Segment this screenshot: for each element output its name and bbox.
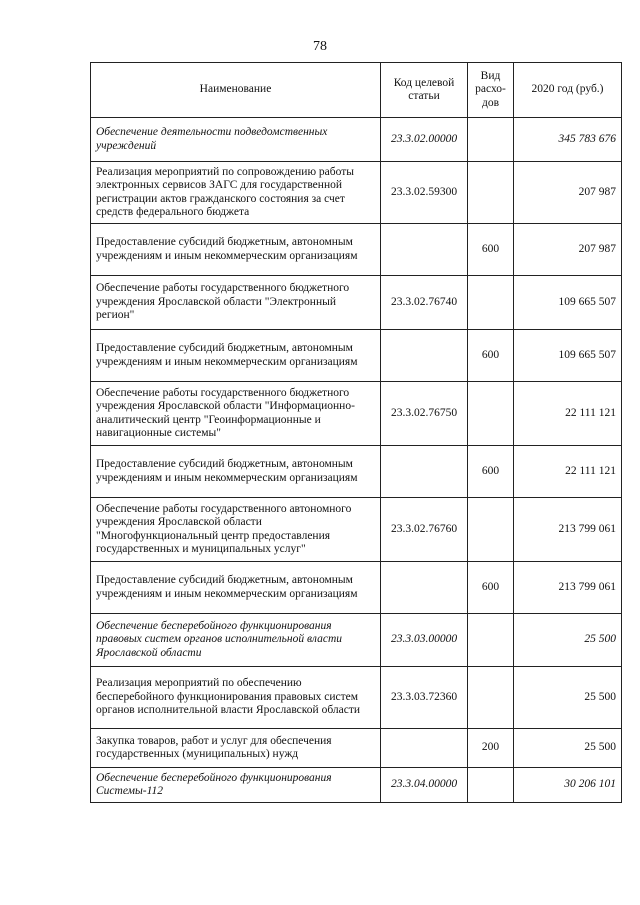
row-kind-cell	[468, 768, 514, 803]
row-code-cell: 23.3.02.76750	[381, 382, 468, 446]
row-name-cell: Предоставление субсидий бюджетным, автономным учреждениям и иным некоммерческим организациям	[91, 446, 381, 498]
table-row	[91, 382, 622, 446]
row-code-cell: 23.3.04.00000	[381, 768, 468, 803]
row-amount-cell: 25 500	[514, 614, 622, 667]
row-code-cell: 23.3.02.59300	[381, 162, 468, 224]
row-code-cell: 23.3.03.72360	[381, 667, 468, 729]
budget-table	[90, 62, 622, 803]
row-name-cell: Реализация мероприятий по сопровождению работы электронных сервисов ЗАГС для государственной регистрации актов гражданского состояния за счет средств федерального бюджета	[91, 162, 381, 224]
row-kind-cell	[468, 162, 514, 224]
row-kind-cell: 200	[468, 729, 514, 768]
table-row	[91, 224, 622, 276]
row-kind-cell	[468, 118, 514, 162]
table-row	[91, 562, 622, 614]
header-name: Наименование	[91, 63, 381, 118]
row-amount-cell: 25 500	[514, 729, 622, 768]
row-kind-cell	[468, 276, 514, 330]
table-row	[91, 614, 622, 667]
table-row	[91, 667, 622, 729]
header-code: Код целевой статьи	[381, 63, 468, 118]
row-amount-cell: 22 111 121	[514, 382, 622, 446]
row-name-cell: Обеспечение работы государственного автономного учреждения Ярославской области "Многофункциональный центр предоставления государственных и муниципальных услуг"	[91, 498, 381, 562]
row-kind-cell	[468, 614, 514, 667]
row-kind-cell	[468, 382, 514, 446]
row-amount-cell: 109 665 507	[514, 330, 622, 382]
page-number: 78	[313, 39, 327, 54]
row-amount-cell: 345 783 676	[514, 118, 622, 162]
row-kind-cell: 600	[468, 330, 514, 382]
table-header-row	[91, 63, 622, 118]
row-code-cell	[381, 729, 468, 768]
row-amount-cell: 25 500	[514, 667, 622, 729]
table-row	[91, 276, 622, 330]
table-row	[91, 729, 622, 768]
table-row	[91, 498, 622, 562]
row-amount-cell: 207 987	[514, 224, 622, 276]
row-amount-cell: 213 799 061	[514, 562, 622, 614]
row-name-cell: Закупка товаров, работ и услуг для обеспечения государственных (муниципальных) нужд	[91, 729, 381, 768]
row-name-cell: Обеспечение бесперебойного функционирования Системы-112	[91, 768, 381, 803]
row-code-cell: 23.3.02.00000	[381, 118, 468, 162]
row-name-cell: Обеспечение работы государственного бюджетного учреждения Ярославской области "Электронный регион"	[91, 276, 381, 330]
row-amount-cell: 22 111 121	[514, 446, 622, 498]
table-row	[91, 768, 622, 803]
row-code-cell	[381, 224, 468, 276]
row-kind-cell: 600	[468, 446, 514, 498]
row-kind-cell	[468, 667, 514, 729]
row-name-cell: Обеспечение деятельности подведомственных учреждений	[91, 118, 381, 162]
row-name-cell: Предоставление субсидий бюджетным, автономным учреждениям и иным некоммерческим организациям	[91, 562, 381, 614]
table-row	[91, 330, 622, 382]
row-kind-cell: 600	[468, 224, 514, 276]
row-amount-cell: 109 665 507	[514, 276, 622, 330]
row-name-cell: Предоставление субсидий бюджетным, автономным учреждениям и иным некоммерческим организациям	[91, 224, 381, 276]
row-name-cell: Обеспечение работы государственного бюджетного учреждения Ярославской области "Информационно-аналитический центр "Геоинформационные и навигационные системы"	[91, 382, 381, 446]
row-amount-cell: 207 987	[514, 162, 622, 224]
table-body	[91, 118, 622, 803]
row-amount-cell: 30 206 101	[514, 768, 622, 803]
row-kind-cell	[468, 498, 514, 562]
row-code-cell	[381, 562, 468, 614]
row-name-cell: Предоставление субсидий бюджетным, автономным учреждениям и иным некоммерческим организациям	[91, 330, 381, 382]
table-row	[91, 162, 622, 224]
row-kind-cell: 600	[468, 562, 514, 614]
header-amount: 2020 год (руб.)	[514, 63, 622, 118]
row-name-cell: Обеспечение бесперебойного функционирования правовых систем органов исполнительной власти Ярославской области	[91, 614, 381, 667]
row-code-cell	[381, 446, 468, 498]
row-amount-cell: 213 799 061	[514, 498, 622, 562]
table-row	[91, 446, 622, 498]
row-code-cell: 23.3.02.76760	[381, 498, 468, 562]
table-row	[91, 118, 622, 162]
row-name-cell: Реализация мероприятий по обеспечению бесперебойного функционирования правовых систем органов исполнительной власти Ярославской области	[91, 667, 381, 729]
row-code-cell	[381, 330, 468, 382]
row-code-cell: 23.3.03.00000	[381, 614, 468, 667]
header-kind: Вид расхо-дов	[468, 63, 514, 118]
row-code-cell: 23.3.02.76740	[381, 276, 468, 330]
